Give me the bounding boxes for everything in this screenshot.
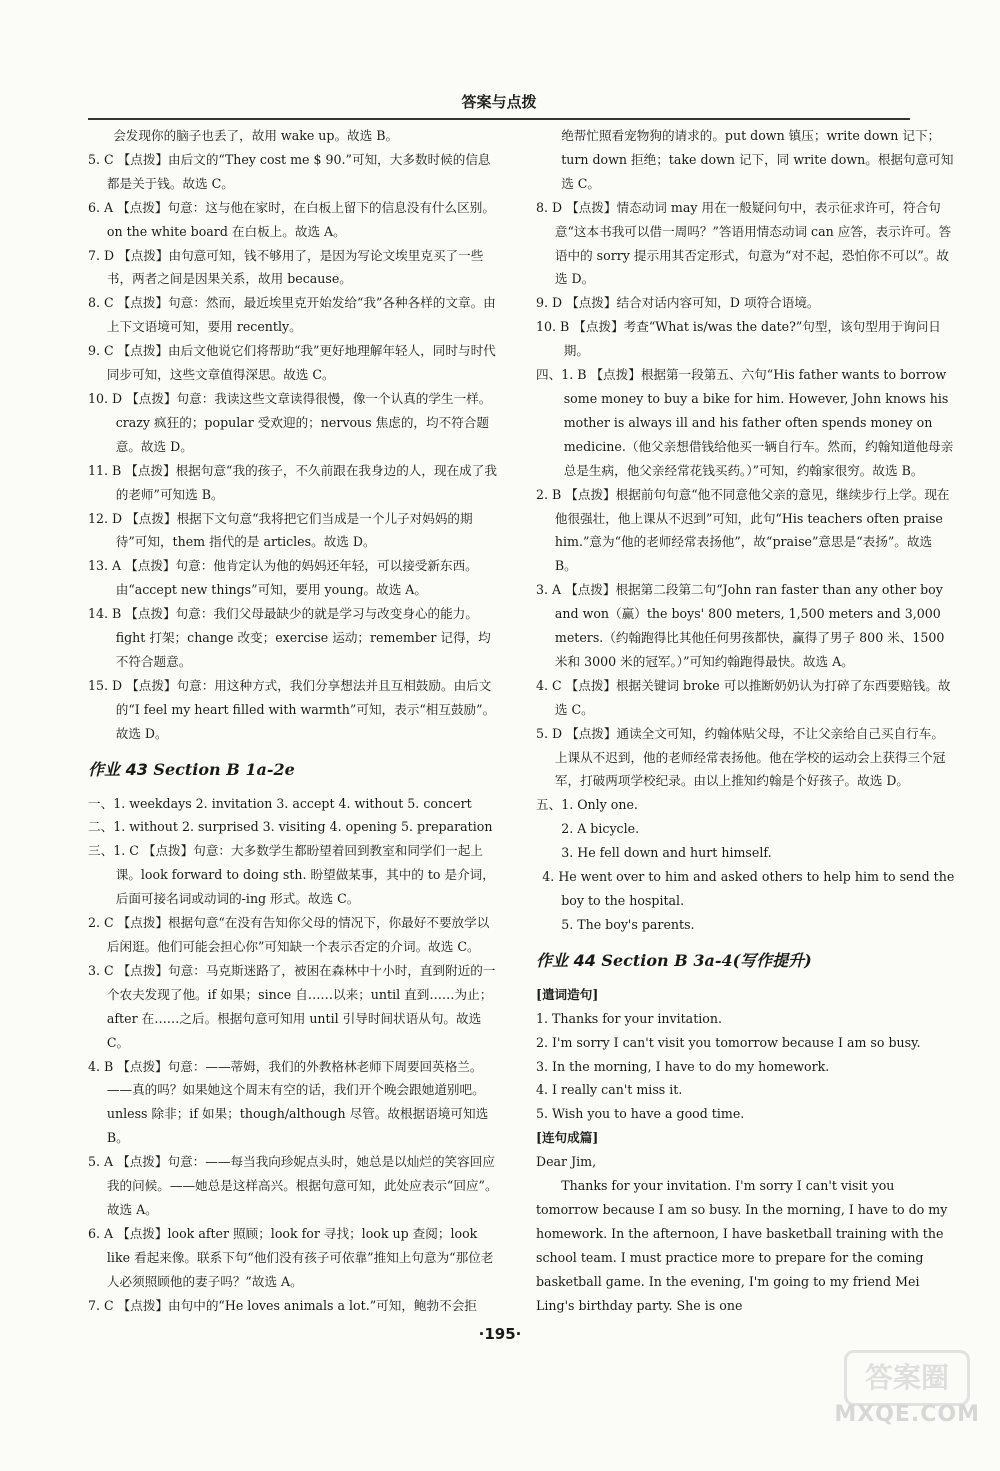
answer-item: 3. C 【点拨】句意：马克斯迷路了，被困在森林中十小时，直到附近的一个农夫发现了他。if 如果；since 自……以来；until 直到……为止；after 在……之后。根据句意可知用 until 引导时间状语从句。故选 C。 (88, 962, 496, 1050)
page-number: ·195· (478, 1325, 522, 1343)
left-column (88, 124, 500, 1318)
answer-item: 7. D 【点拨】由句意可知，钱不够用了，是因为写论文埃里克买了一些书，两者之间是因果关系，故用 because。 (88, 247, 484, 287)
answer-item: 10. D 【点拨】句意：我读这些文章读得很慢，像一个认真的学生一样。crazy 疯狂的；popular 受欢迎的；nervous 焦虑的，均不符合题意。故选 D。 (88, 390, 492, 454)
answer-item: 9. C 【点拨】由后文他说它们将帮助“我”更好地理解年轻人，同时与时代同步可知，这些文章值得深思。故选 C。 (88, 343, 496, 383)
answer-item: 15. D 【点拨】句意：用这种方式，我们分享想法并且互相鼓励。由后文的“I feel my heart filled with warmth”可知，表示“相互鼓励”。故选 D。 (88, 677, 496, 741)
answer-item: 4. He went over to him and asked others to help him to send the boy to the hospital. (542, 869, 955, 908)
answer-item: 2. A bicycle. (561, 821, 640, 837)
answer-item: 9. D 【点拨】结合对话内容可知，D 项符合语境。 (536, 295, 820, 311)
section-name: Section B 1a-2e (153, 759, 295, 779)
answer-item: 2. B 【点拨】根据前句句意“他不同意他父亲的意见，继续步行上学。现在他很强壮，他上课从不迟到”可知，此句“His teachers often praise him.”意为“他的老师经常表扬他”，故“praise”意思是“表扬”。故选 B。 (536, 486, 950, 574)
answer-item: 3. He fell down and hurt himself. (561, 845, 772, 861)
answer-item: 2. I'm sorry I can't visit you tomorrow because I am so busy. (536, 1034, 921, 1050)
answer-item: 8. C 【点拨】句意：然而，最近埃里克开始发给“我”各种各样的文章。由上下文语境可知，要用 recently。 (88, 295, 496, 335)
subsection-heading: [遣词造句] (536, 986, 599, 1002)
answer-item: 4. C 【点拨】根据关键词 broke 可以推断奶奶认为打碎了东西要赔钱。故选 C。 (536, 677, 951, 717)
answer-item: 6. A 【点拨】look after 照顾；look for 寻找；look up 查阅；look like 看起来像。联系下句“他们没有孩子可依靠”推知上句意为“那位老人必须照顾他的妻子吗？”故选 A。 (88, 1225, 494, 1289)
answer-item: 2. C 【点拨】根据句意“在没有告知你父母的情况下，你最好不要放学以后闲逛。他们可能会担心你”可知缺一个表示否定的介词。故选 C。 (88, 915, 490, 954)
section-name: Section B 3a-4(写作提升) (601, 950, 812, 970)
answer-item: 14. B 【点拨】句意：我们父母最缺少的就是学习与改变身心的能力。fight 打架；change 改变；exercise 运动；remember 记得，均不符合题意。 (88, 606, 491, 669)
answer-item: 11. B 【点拨】根据句意“我的孩子，不久前跟在我身边的人，现在成了我的老师”可知选 B。 (88, 462, 497, 502)
answer-item: Dear Jim, (536, 1154, 597, 1170)
answer-item: 会发现你的脑子也丢了，故用 wake up。故选 B。 (113, 128, 399, 143)
answer-item: 五、1. Only one. (536, 797, 638, 813)
watermark-logo: 答案圈 (844, 1350, 970, 1406)
answer-item: 6. A 【点拨】句意：这与他在家时，在白板上留下的信息没有什么区别。on the white board 在白板上。故选 A。 (88, 199, 495, 239)
answer-item: 5. A 【点拨】句意：——每当我向珍妮点头时，她总是以灿烂的笑容回应我的问候。——她总是这样高兴。根据句意可知，此处应表示“回应”。故选 A。 (88, 1154, 498, 1217)
answer-item: 8. D 【点拨】情态动词 may 用在一般疑问句中，表示征求许可，符合句意“这本书我可以借一周吗？”答语用情态动词 can 应答，表示许可。答语中的 sorry 提示用其否定形式，句意为“对不起，恐怕你不可以”。故选 D。 (536, 199, 952, 287)
answer-item: 3. A 【点拨】根据第二段第二句“John ran faster than any other boy and won（赢）the boys' 800 meters, 1,500 meters and 3,000 meters.（约翰跑得比其他任何男孩都快，赢得了男子 800 米、1500 米和 3000 米的冠军。）”可知约翰跑得最快。故选 A。 (536, 582, 945, 669)
answer-item: 4. I really can't miss it. (536, 1082, 683, 1098)
answer-item: 5. C 【点拨】由后文的“They cost me $ 90.”可知，大多数时候的信息都是关于钱。故选 C。 (88, 151, 491, 191)
answer-item: 1. Thanks for your invitation. (536, 1010, 722, 1026)
answer-item: 绝帮忙照看宠物狗的请求的。put down 镇压；write down 记下；turn down 拒绝；take down 记下，同 write down。根据句意可知选 C。 (561, 128, 954, 191)
answer-item: 三、1. C 【点拨】句意：大多数学生都盼望着回到教室和同学们一起上课。look forward to doing sth. 盼望做某事，其中的 to 是介词，后面可接名词或动词的-ing 形式。故选 C。 (88, 843, 495, 907)
section-label: 作业 43 (88, 759, 148, 779)
section-label: 作业 44 (536, 950, 596, 970)
answer-item: 10. B 【点拨】考查“What is/was the date?”句型，该句型用于询问日期。 (536, 319, 941, 359)
answer-item: 7. C 【点拨】由句中的“He loves animals a lot.”可知，鲍勃不会拒 (88, 1297, 477, 1313)
answer-item: 3. In the morning, I have to do my homework. (536, 1058, 830, 1074)
section-title (536, 949, 956, 973)
answer-item: 5. The boy's parents. (561, 916, 695, 932)
answer-item: 4. B 【点拨】句意：——蒂姆，我们的外教格林老师下周要回英格兰。——真的吗？如果她这个周末有空的话，我们开个晚会跟她道别吧。unless 除非；if 如果；though/although 尽管。故根据语境可知选 B。 (88, 1058, 489, 1146)
answer-item: Thanks for your invitation. I'm sorry I can't visit you tomorrow because I am so busy. In the morning, I have to do my homework. In the afternoon, I have basketball training with the school team. I must practice more to prepare for the coming basketball game. In the evening, I'm going to my friend Mei Ling's birthday party. She is one (536, 1178, 948, 1313)
answer-item: 13. A 【点拨】句意：他肯定认为他的妈妈还年轻，可以接受新东西。由“accept new things”可知，要用 young。故选 A。 (88, 558, 478, 598)
page-header (88, 88, 910, 120)
answer-item: 四、1. B 【点拨】根据第一段第五、六句“His father wants to borrow some money to buy a bike for him. However, John knows his mother is always ill and his father often spends money on medicine.（他父亲想借钱给他买一辆自行车。然而，约翰知道他母亲总是生病，他父亲经常花钱买药。）”可知，约翰家很穷。故选 B。 (536, 367, 954, 478)
answer-item: 5. D 【点拨】通读全文可知，约翰体贴父母，不让父亲给自己买自行车。上课从不迟到，他的老师经常表扬他。他在学校的运动会上获得三个冠军，打破两项学校纪录。由以上推知约翰是个好孩子。故选 D。 (536, 725, 946, 789)
watermark-site: MXQE.COM (834, 1402, 980, 1427)
subsection-heading: [连句成篇] (536, 1130, 599, 1146)
right-column (536, 124, 956, 1318)
answer-item: 二、1. without 2. surprised 3. visiting 4. opening 5. preparation (88, 819, 493, 835)
section-title (88, 758, 500, 782)
answer-item: 5. Wish you to have a good time. (536, 1106, 745, 1122)
answer-item: 12. D 【点拨】根据下文句意“我将把它们当成是一个儿子对妈妈的期待”可知，them 指代的是 articles。故选 D。 (88, 510, 473, 550)
header-title: 答案与点拨 (461, 93, 537, 111)
answer-item: 一、1. weekdays 2. invitation 3. accept 4. without 5. concert (88, 795, 472, 811)
